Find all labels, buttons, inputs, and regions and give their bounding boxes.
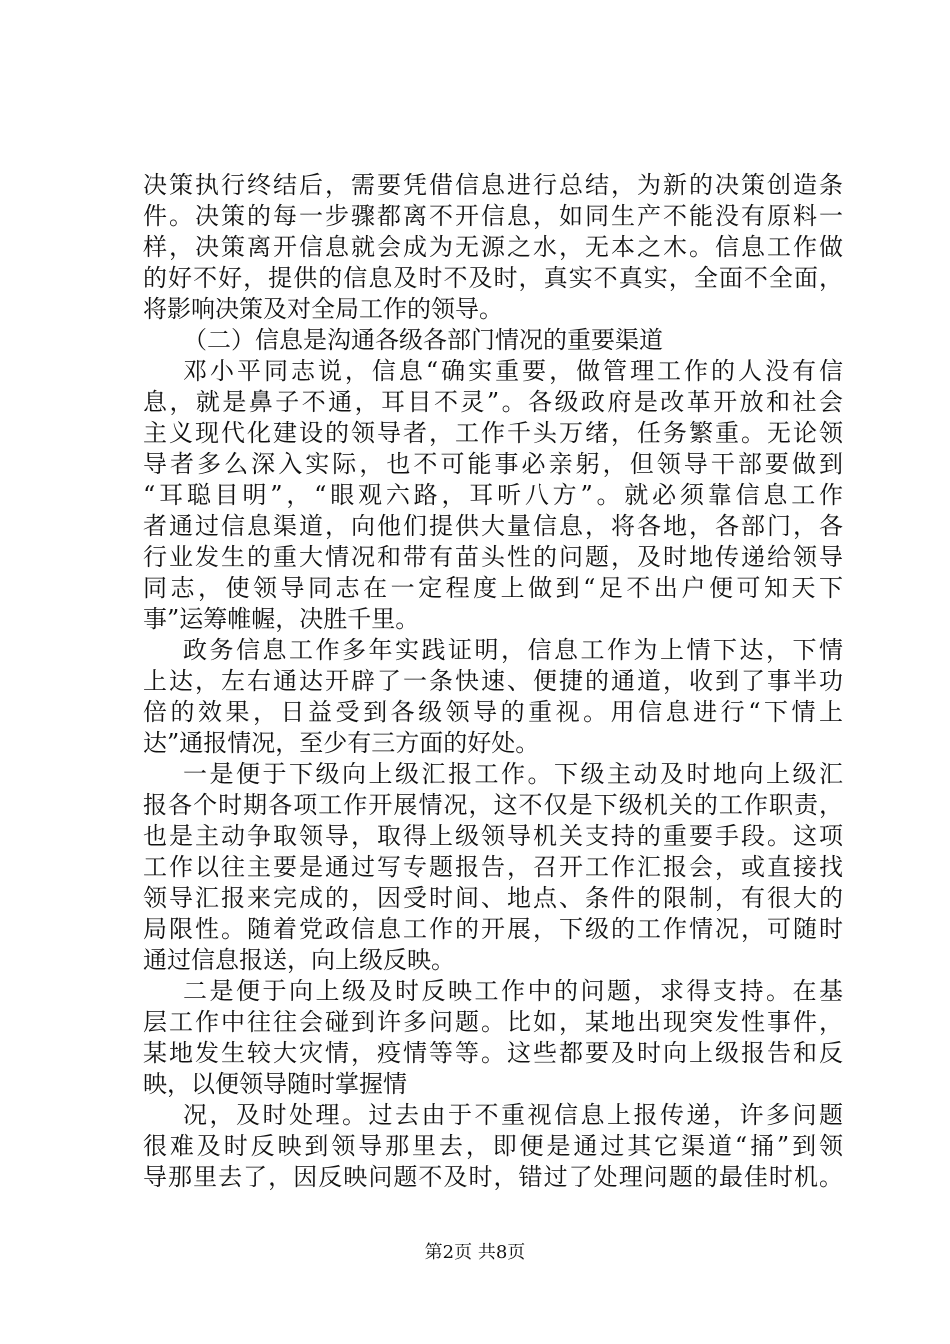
text-line: 达”通报情况，至少有三方面的好处。	[143, 729, 540, 757]
text-line: 邓小平同志说，信息“确实重要，做管理工作的人没有信	[183, 357, 843, 385]
text-line: 上达，左右通达开辟了一条快速、便捷的通道，收到了事半功	[143, 667, 843, 695]
text-line: 者通过信息渠道，向他们提供大量信息，将各地，各部门，各	[143, 512, 843, 540]
text-line: 息，就是鼻子不通，耳目不灵”。各级政府是改革开放和社会	[143, 388, 843, 416]
text-line: 某地发生较大灾情，疫情等等。这些都要及时向上级报告和反	[143, 1039, 843, 1067]
text-line: 同志，使领导同志在一定程度上做到“足不出户便可知天下	[143, 574, 843, 602]
text-line: 决策执行终结后，需要凭借信息进行总结，为新的决策创造条	[143, 171, 843, 199]
text-line: 件。决策的每一步骤都离不开信息，如同生产不能没有原料一	[143, 202, 843, 230]
text-line: 也是主动争取领导，取得上级领导机关支持的重要手段。这项	[143, 822, 843, 850]
text-line: 的好不好，提供的信息及时不及时，真实不真实，全面不全面，	[143, 264, 843, 292]
text-line: 行业发生的重大情况和带有苗头性的问题，及时地传递给领导	[143, 543, 843, 571]
text-line: 况，及时处理。过去由于不重视信息上报传递，许多问题	[183, 1101, 843, 1129]
text-line: 将影响决策及对全局工作的领导。	[143, 295, 503, 323]
section-heading: （二）信息是沟通各级各部门情况的重要渠道	[183, 326, 663, 354]
text-line: 工作以往主要是通过写专题报告，召开工作汇报会，或直接找	[143, 853, 843, 881]
text-line: 通过信息报送，向上级反映。	[143, 946, 455, 974]
text-line: 一是便于下级向上级汇报工作。下级主动及时地向上级汇	[183, 760, 843, 788]
page-footer: 第2页 共8页	[424, 1242, 526, 1263]
text-line: 倍的效果，日益受到各级领导的重视。用信息进行“下情上	[143, 698, 843, 726]
text-line: 报各个时期各项工作开展情况，这不仅是下级机关的工作职责，	[143, 791, 843, 819]
text-line: 主义现代化建设的领导者，工作千头万绪，任务繁重。无论领	[143, 419, 843, 447]
text-line: 局限性。随着党政信息工作的开展，下级的工作情况，可随时	[143, 915, 843, 943]
text-line: 样，决策离开信息就会成为无源之水，无本之木。信息工作做	[143, 233, 843, 261]
text-line: 导者多么深入实际，也不可能事必亲躬，但领导干部要做到	[143, 450, 843, 478]
text-line: 映，以便领导随时掌握情	[143, 1070, 407, 1098]
text-line: 二是便于向上级及时反映工作中的问题，求得支持。在基	[183, 977, 843, 1005]
text-line: “耳聪目明”，“眼观六路，耳听八方”。就必须靠信息工作	[143, 481, 843, 509]
text-line: 很难及时反映到领导那里去，即便是通过其它渠道“捅”到领	[143, 1132, 843, 1160]
text-line: 层工作中往往会碰到许多问题。比如，某地出现突发性事件，	[143, 1008, 843, 1036]
text-line: 导那里去了，因反映问题不及时，错过了处理问题的最佳时机。	[143, 1163, 843, 1191]
text-line: 政务信息工作多年实践证明，信息工作为上情下达，下情	[183, 636, 843, 664]
body-text	[143, 170, 843, 1193]
text-line: 事”运筹帷幄，决胜千里。	[143, 605, 420, 633]
text-line: 领导汇报来完成的，因受时间、地点、条件的限制，有很大的	[143, 884, 843, 912]
